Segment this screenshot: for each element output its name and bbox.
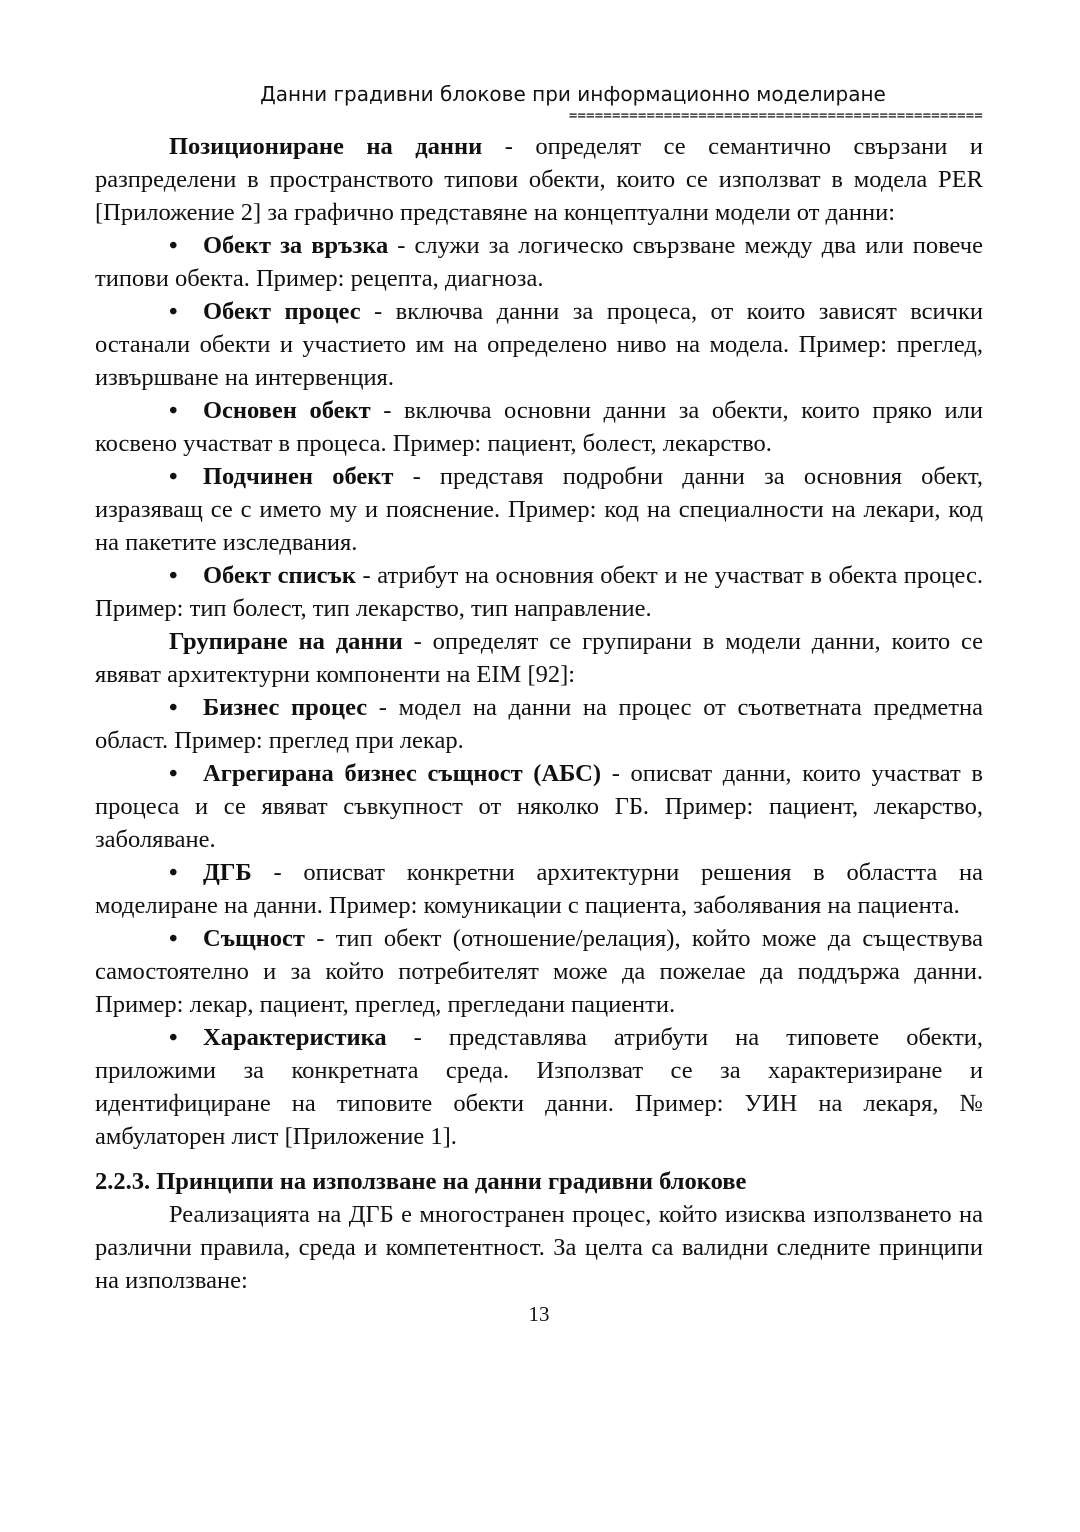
grouping-term: Групиране на данни bbox=[169, 628, 403, 655]
list-item-term: Характеристика bbox=[203, 1024, 387, 1051]
bullet-icon: • bbox=[169, 397, 178, 424]
list-item-text: - включва основни данни за обекти, които пряко или косвено участват в процеса. Пример: пациент, болест, лекарство. bbox=[95, 397, 983, 457]
page-number: 13 bbox=[528, 1302, 550, 1326]
running-header: Данни градивни блокове при информационно моделиране bbox=[260, 82, 886, 106]
list-item-text: - представлява атрибути на типовете обекти, приложими за конкретната среда. Използват се за характеризиране и идентифициране на типовите обекти данни. Пример: УИН на лекаря, № амбулаторен лист [Приложение 1]. bbox=[95, 1024, 983, 1150]
document-page bbox=[95, 80, 983, 1327]
bullet-icon: • bbox=[169, 760, 178, 787]
list-item-term: Подчинен обект bbox=[203, 463, 394, 490]
section-paragraph: Реализацията на ДГБ е многостранен процес, който изисква използването на различни правила, среда и компетентност. За целта са валидни следните принципи на използване: bbox=[95, 1201, 983, 1294]
list-item-text: - служи за логическо свързване между два или повече типови обекта. Пример: рецепта, диагноза. bbox=[95, 232, 983, 292]
bullet-icon: • bbox=[169, 859, 178, 886]
list-item bbox=[95, 229, 983, 295]
list-item bbox=[95, 1021, 983, 1153]
list-item-text: - представя подробни данни за основния обект, изразяващ се с името му и пояснение. Пример: код на специалности на лекари, код на пакетите изследвания. bbox=[95, 463, 983, 556]
list-item bbox=[95, 856, 983, 922]
grouping-paragraph bbox=[95, 625, 983, 691]
list-item bbox=[95, 394, 983, 460]
list-item-text: - модел на данни на процес от съответната предметна област. Пример: преглед при лекар. bbox=[95, 694, 983, 754]
list-item-term: Бизнес процес bbox=[203, 694, 368, 721]
list-item-term: Обект процес bbox=[203, 298, 361, 325]
section-heading: 2.2.3. Принципи на използване на данни градивни блокове bbox=[95, 1168, 747, 1195]
list-item bbox=[95, 922, 983, 1021]
bullet-icon: • bbox=[169, 694, 178, 721]
bullet-icon: • bbox=[169, 298, 178, 325]
list-item bbox=[95, 691, 983, 757]
intro-paragraph bbox=[95, 130, 983, 229]
header-rule: ================================================ bbox=[568, 108, 983, 124]
list-item-term: Основен обект bbox=[203, 397, 371, 424]
bullet-icon: • bbox=[169, 463, 178, 490]
list-item-term: Обект за връзка bbox=[203, 232, 389, 259]
list-item bbox=[95, 757, 983, 856]
list-item-text: - включва данни за процеса, от които зависят всички останали обекти и участието им на определено ниво на модела. Пример: преглед, извършване на интервенция. bbox=[95, 298, 983, 391]
list-item-text: - описват конкретни архитектурни решения в областта на моделиране на данни. Пример: комуникации с пациента, заболявания на пациента. bbox=[95, 859, 983, 919]
bullet-icon: • bbox=[169, 232, 178, 259]
grouping-text: - определят се групирани в модели данни, които се явяват архитектурни компоненти на EIM [92]: bbox=[95, 628, 984, 688]
list-item bbox=[95, 559, 983, 625]
bullet-icon: • bbox=[169, 1024, 178, 1051]
intro-term: Позициониране на данни bbox=[169, 133, 483, 160]
list-item bbox=[95, 295, 983, 394]
list-item-text: - тип обект (отношение/релация), който може да съществува самостоятелно и за който потребителят може да пожелае да поддържа данни. Пример: лекар, пациент, преглед, прегледани пациенти. bbox=[95, 925, 983, 1018]
list-item bbox=[95, 460, 983, 559]
bullet-icon: • bbox=[169, 562, 178, 589]
intro-text: - определят се семантично свързани и разпределени в пространството типови обекти, които се използват в модела PER [Приложение 2] за графично представяне на концептуални модели от данни: bbox=[95, 133, 983, 226]
list-item-term: Агрегирана бизнес същност (АБС) bbox=[203, 760, 602, 787]
list-item-text: - атрибут на основния обект и не участват в обекта процес. Пример: тип болест, тип лекарство, тип направление. bbox=[95, 562, 983, 622]
list-item-term: ДГБ bbox=[203, 859, 252, 886]
list-item-term: Обект списък bbox=[203, 562, 356, 589]
list-item-text: - описват данни, които участват в процеса и се явяват съвкупност от няколко ГБ. Пример: пациент, лекарство, заболяване. bbox=[95, 760, 983, 853]
list-item-term: Същност bbox=[203, 925, 305, 952]
bullet-icon: • bbox=[169, 925, 178, 952]
